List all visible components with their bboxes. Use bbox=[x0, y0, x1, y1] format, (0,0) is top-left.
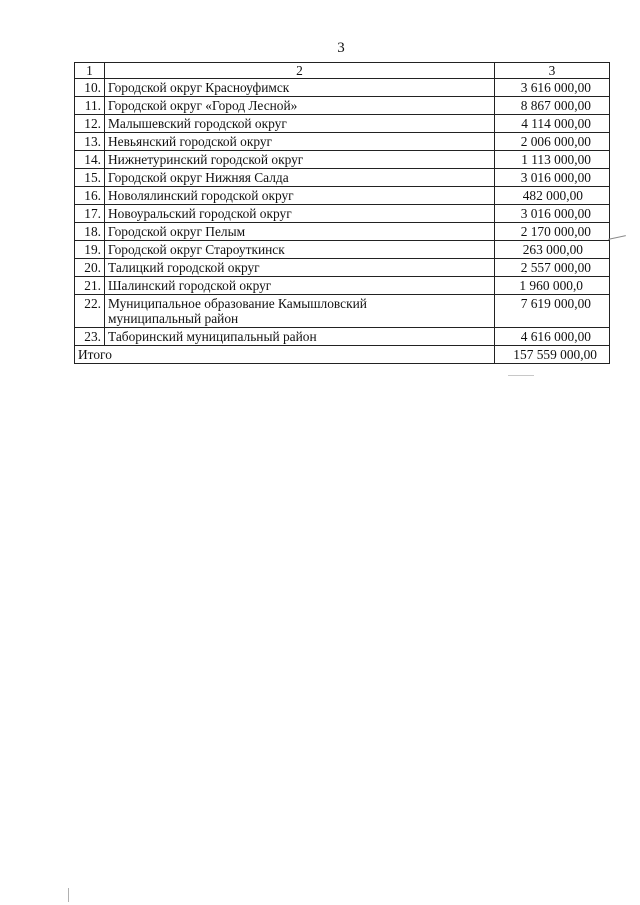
table-row bbox=[75, 277, 610, 295]
table-row bbox=[75, 205, 610, 223]
municipality-name: Городской округ Староуткинск bbox=[105, 241, 495, 259]
amount-value: 2 557 000,00 bbox=[495, 259, 610, 277]
allocation-table bbox=[74, 62, 610, 364]
scan-mark bbox=[68, 888, 69, 902]
row-number: 13. bbox=[75, 133, 105, 151]
row-number: 18. bbox=[75, 223, 105, 241]
amount-value: 8 867 000,00 bbox=[495, 97, 610, 115]
amount-value: 3 616 000,00 bbox=[495, 79, 610, 97]
municipality-name: Городской округ Пелым bbox=[105, 223, 495, 241]
row-number: 14. bbox=[75, 151, 105, 169]
municipality-name: Невьянский городской округ bbox=[105, 133, 495, 151]
row-number: 23. bbox=[75, 328, 105, 346]
row-number: 20. bbox=[75, 259, 105, 277]
column-header-name: 2 bbox=[105, 63, 495, 79]
table-row bbox=[75, 151, 610, 169]
row-number: 22. bbox=[75, 295, 105, 328]
column-header-number: 1 bbox=[75, 63, 105, 79]
amount-value: 4 114 000,00 bbox=[495, 115, 610, 133]
municipality-name: Талицкий городской округ bbox=[105, 259, 495, 277]
table-row bbox=[75, 133, 610, 151]
table-row bbox=[75, 328, 610, 346]
municipality-name: Шалинский городской округ bbox=[105, 277, 495, 295]
table-row bbox=[75, 295, 610, 328]
row-number: 17. bbox=[75, 205, 105, 223]
amount-value: 1 960 000,0 bbox=[495, 277, 610, 295]
municipality-name: Новолялинский городской округ bbox=[105, 187, 495, 205]
total-label: Итого bbox=[75, 346, 495, 364]
table-row bbox=[75, 79, 610, 97]
table-header-row bbox=[75, 63, 610, 79]
municipality-name: Городской округ Нижняя Салда bbox=[105, 169, 495, 187]
municipality-name: Нижнетуринский городской округ bbox=[105, 151, 495, 169]
municipality-name: Малышевский городской округ bbox=[105, 115, 495, 133]
row-number: 15. bbox=[75, 169, 105, 187]
row-number: 19. bbox=[75, 241, 105, 259]
table-row bbox=[75, 223, 610, 241]
table-row bbox=[75, 241, 610, 259]
municipality-name: Муниципальное образование Камышловский муниципальный район bbox=[105, 295, 495, 328]
amount-value: 3 016 000,00 bbox=[495, 205, 610, 223]
page-number: 3 bbox=[337, 40, 345, 56]
column-header-amount: 3 bbox=[495, 63, 610, 79]
total-amount: 157 559 000,00 bbox=[495, 346, 610, 364]
amount-value: 3 016 000,00 bbox=[495, 169, 610, 187]
amount-value: 2 006 000,00 bbox=[495, 133, 610, 151]
amount-value: 482 000,00 bbox=[495, 187, 610, 205]
amount-value: 7 619 000,00 bbox=[495, 295, 610, 328]
row-number: 16. bbox=[75, 187, 105, 205]
table-row bbox=[75, 259, 610, 277]
table-row bbox=[75, 169, 610, 187]
scan-mark bbox=[608, 235, 626, 240]
amount-value: 263 000,00 bbox=[495, 241, 610, 259]
table-row bbox=[75, 115, 610, 133]
row-number: 21. bbox=[75, 277, 105, 295]
table-row bbox=[75, 97, 610, 115]
row-number: 10. bbox=[75, 79, 105, 97]
municipality-name: Городской округ Красноуфимск bbox=[105, 79, 495, 97]
municipality-name: Таборинский муниципальный район bbox=[105, 328, 495, 346]
municipality-name: Новоуральский городской округ bbox=[105, 205, 495, 223]
row-number: 12. bbox=[75, 115, 105, 133]
total-row bbox=[75, 346, 610, 364]
table-row bbox=[75, 187, 610, 205]
row-number: 11. bbox=[75, 97, 105, 115]
municipality-name: Городской округ «Город Лесной» bbox=[105, 97, 495, 115]
amount-value: 2 170 000,00 bbox=[495, 223, 610, 241]
scan-mark bbox=[508, 375, 534, 376]
amount-value: 1 113 000,00 bbox=[495, 151, 610, 169]
amount-value: 4 616 000,00 bbox=[495, 328, 610, 346]
